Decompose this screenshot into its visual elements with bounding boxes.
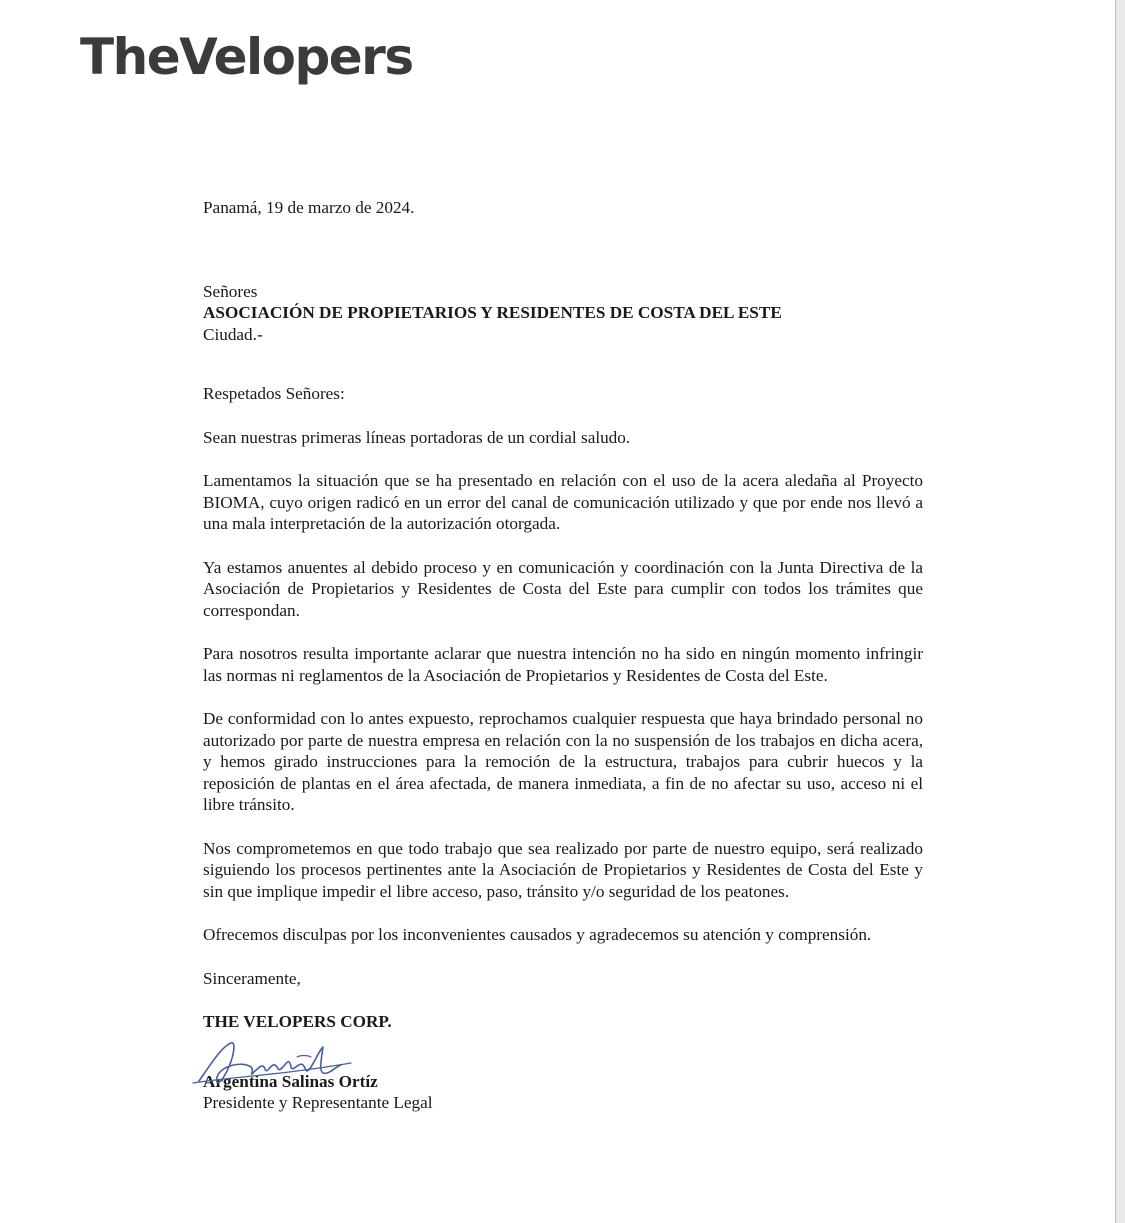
paragraph-situation: Lamentamos la situación que se ha presentado en relación con el uso de la acera aledaña al Proyecto BIOMA, cuyo origen radicó en un error del canal de comunicación utilizado y que por ende nos llevó a una mala interpretación de la autorización otorgada. <box>203 471 923 533</box>
company-name: THE VELOPERS CORP. <box>203 1012 392 1031</box>
signature-block <box>203 1071 923 1114</box>
letter-date: Panamá, 19 de marzo de 2024. <box>203 198 415 217</box>
recipient-organization: ASOCIACIÓN DE PROPIETARIOS Y RESIDENTES DE COSTA DEL ESTE <box>203 303 782 322</box>
closing: Sinceramente, <box>203 968 301 988</box>
letter-body <box>203 197 923 1114</box>
page-edge <box>1115 0 1125 1223</box>
paragraph-intention: Para nosotros resulta importante aclarar que nuestra intención no ha sido en ningún momento infringir las normas ni reglamentos de la Asociación de Propietarios y Residentes de Costa del Este. <box>203 644 923 685</box>
recipient-block <box>203 281 923 346</box>
paragraph-apology: Ofrecemos disculpas por los inconvenientes causados y agradecemos su atención y comprensión. <box>203 925 872 944</box>
paragraph-commitment: Nos comprometemos en que todo trabajo que sea realizado por parte de nuestro equipo, será realizado siguiendo los procesos pertinentes ante la Asociación de Propietarios y Residentes de Costa del Este y sin que implique impedir el libre acceso, paso, tránsito y/o seguridad de los peatones. <box>203 838 923 901</box>
paragraph-due-process: Ya estamos anuentes al debido proceso y en comunicación y coordinación con la Junta Directiva de la Asociación de Propietarios y Residentes de Costa del Este para cumplir con todos los trámites que correspondan. <box>203 557 923 620</box>
salutation: Respetados Señores: <box>203 384 345 403</box>
signer-name: Argentina Salinas Ortíz <box>203 1071 378 1091</box>
recipient-title: Señores <box>203 281 258 301</box>
company-logo: TheVelopers <box>80 28 413 86</box>
signer-title: Presidente y Representante Legal <box>203 1093 433 1112</box>
recipient-city: Ciudad.- <box>203 324 263 344</box>
paragraph-greeting: Sean nuestras primeras líneas portadoras de un cordial saludo. <box>203 427 631 447</box>
paragraph-actions: De conformidad con lo antes expuesto, reprochamos cualquier respuesta que haya brindado personal no autorizado por parte de nuestra empresa en relación con la no suspensión de los trabajos en dicha acera, y hemos girado instrucciones para la remoción de la estructura, trabajos para cubrir huecos y la reposición de plantas en el área afectada, de manera inmediata, a fin de no afectar su uso, acceso ni el libre tránsito. <box>203 709 923 814</box>
handwritten-signature <box>191 1037 361 1099</box>
